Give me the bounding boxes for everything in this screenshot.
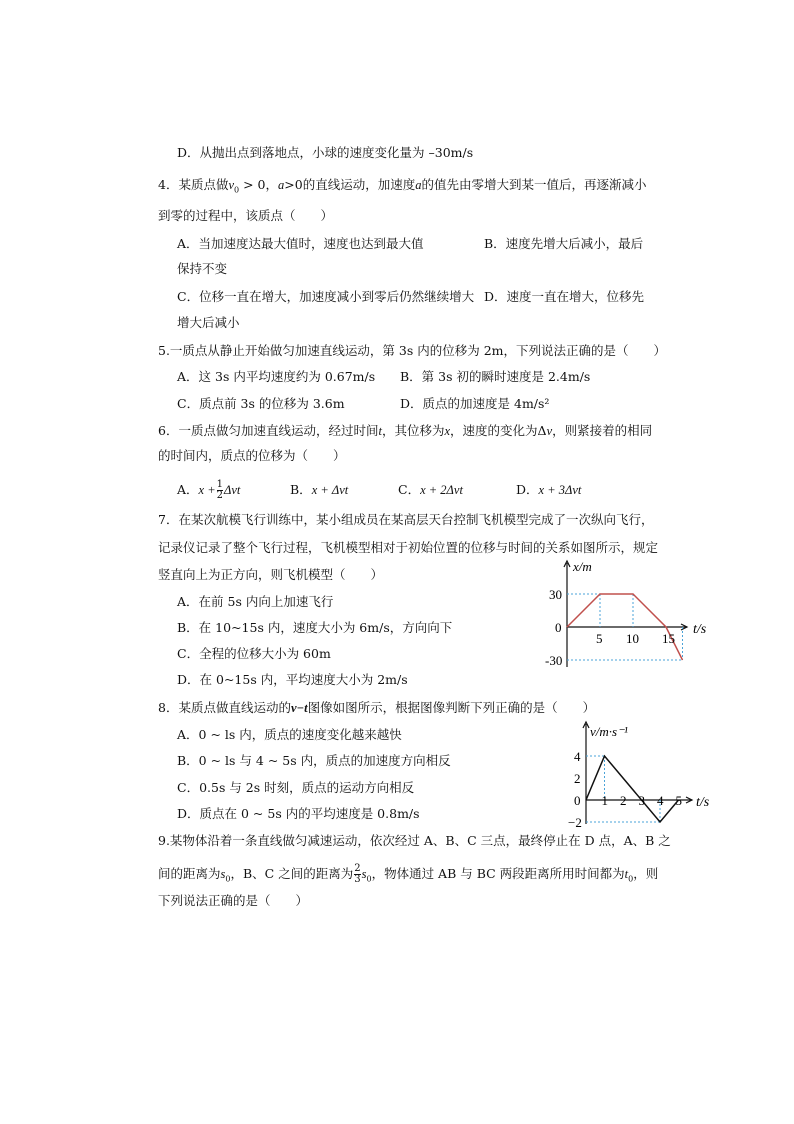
q4-option-b: B．速度先增大后减小，最后 <box>484 236 644 251</box>
x-tick-label: 3 <box>638 793 645 808</box>
q9-stem-line2 <box>158 862 658 892</box>
q8-option-a: A．0 ~ ls 内，质点的速度变化越来越快 <box>177 727 402 742</box>
q7-stem-line1: 7．在某次航模飞行训练中，某小组成员在某高层天台控制飞机模型完成了一次纵向飞行， <box>158 512 654 527</box>
q6-option-a <box>177 478 240 502</box>
q8-option-b: B．0 ~ ls 与 4 ~ 5s 内，质点的加速度方向相反 <box>177 753 451 768</box>
q6-option-c <box>398 482 463 498</box>
q9-stem-part: ，则 <box>633 866 659 881</box>
q7-option-c: C．全程的位移大小为 60m <box>177 646 331 661</box>
q4-option-b-cont: 保持不变 <box>177 261 228 276</box>
q5-option-c: C．质点前 3s 的位移为 3.6m <box>177 396 345 411</box>
q6-stem-part: ，则紧接着的相同 <box>552 423 653 438</box>
q4-comma: ， <box>265 177 278 192</box>
origin-label: 0 <box>555 620 562 635</box>
q8-option-d: D．质点在 0 ~ 5s 内的平均速度是 0.8m/s <box>177 806 420 821</box>
q6-option-b-expr: x + Δvt <box>311 483 349 497</box>
q7-option-b: B．在 10~15s 内，速度大小为 6m/s，方向向下 <box>177 620 453 635</box>
q5-option-d: D．质点的加速度是 4m/s² <box>400 396 550 411</box>
x-tick-label: 5 <box>675 793 682 808</box>
q9-fraction <box>354 864 360 885</box>
q9-stem-part: ，物体通过 AB 与 BC 两段距离所用时间都为 <box>371 866 625 881</box>
q7-option-d: D．在 0~15s 内，平均速度大小为 2m/s <box>177 672 408 687</box>
q6-stem-part: ，其位移为 <box>381 423 445 438</box>
q8-stem <box>158 700 595 716</box>
xt-chart <box>545 555 725 675</box>
q6-stem-line2: 的时间内，质点的位移为（ ） <box>158 448 346 463</box>
q6-option-a-fraction <box>217 480 223 501</box>
y-axis-label: v/m·s⁻¹ <box>590 724 628 739</box>
q9-s0-sub: 0 <box>225 874 231 884</box>
q8-stem-part: 8．某质点做直线运动的 <box>158 700 291 715</box>
q4-stem-line1 <box>158 177 646 199</box>
q5-option-b: B．第 3s 初的瞬时速度是 2.4m/s <box>400 369 591 384</box>
q6-stem-part: ，速度的变化为Δ <box>450 423 547 438</box>
q4-stem-part: 的值先由零增大到某一值后，再逐渐减小 <box>421 177 647 192</box>
q6-stem-part: 6．一质点做匀加速直线运动，经过时间 <box>158 423 379 438</box>
q6-t: t <box>378 424 382 438</box>
q6-option-a-label: A． <box>177 482 199 497</box>
q9-stem-part: 间的距离为 <box>158 866 221 881</box>
x-tick-label: 4 <box>657 793 664 808</box>
y-tick-label: −2 <box>568 815 582 828</box>
y-tick-label: 30 <box>549 587 562 602</box>
x-axis-label: t/s <box>693 622 707 637</box>
x-tick-label: 2 <box>620 793 627 808</box>
q4-stem-part: 4．某质点做 <box>158 177 229 192</box>
q9-stem-line3: 下列说法正确的是（ ） <box>158 893 309 908</box>
x-tick-label: 5 <box>596 631 603 646</box>
q6-option-d-label: D． <box>516 482 539 497</box>
q3-option-d: D．从抛出点到落地点，小球的速度变化量为 –30m/s <box>177 145 474 160</box>
fraction-numerator: 1 <box>216 479 224 490</box>
q6-option-b <box>290 482 348 498</box>
q9-stem-line1: 9.某物体沿着一条直线做匀减速运动，依次经过 A、B、C 三点，最终停止在 D 点，A、B 之 <box>158 833 671 848</box>
q4-option-d-cont: 增大后减小 <box>177 315 240 330</box>
q6-option-a-pre: x + <box>198 483 216 497</box>
q5-stem: 5.一质点从静止开始做匀加速直线运动，第 3s 内的位移为 2m，下列说法正确的是（ ） <box>158 343 667 358</box>
q9-s0-2: s <box>361 867 367 881</box>
q6-stem-line1 <box>158 423 652 439</box>
q8-vt-symbol: v−t <box>290 701 308 715</box>
q7-stem-line2: 记录仪记录了整个飞行过程，飞机模型相对于初始位置的位移与时间的关系如图所示，规定 <box>158 540 659 555</box>
x-tick-label: 15 <box>662 631 675 646</box>
q8-stem-part: 图像如图所示，根据图像判断下列正确的是（ ） <box>307 700 596 715</box>
q4-stem-part: 的直线运动，加速度 <box>302 177 416 192</box>
q4-stem-line2: 到零的过程中，该质点（ ） <box>158 208 334 223</box>
fraction-denominator: 2 <box>216 490 224 501</box>
q4-gt0b: >0 <box>284 177 303 192</box>
q6-option-d-expr: x + 3Δvt <box>538 483 582 497</box>
q6-x: x <box>444 424 451 438</box>
q4-a-symbol: a <box>278 178 285 192</box>
y-tick-label: -30 <box>545 653 563 668</box>
q6-v: v <box>546 424 553 438</box>
q8-option-c: C．0.5s 与 2s 时刻，质点的运动方向相反 <box>177 780 415 795</box>
q4-a-symbol-2: a <box>415 178 422 192</box>
q4-v0-sub: 0 <box>234 185 240 195</box>
x-tick-label: 1 <box>601 793 608 808</box>
origin-label: 0 <box>574 793 581 808</box>
q9-stem-part: ，B、C 之间的距离为 <box>230 866 354 881</box>
q7-stem-line3: 竖直向上为正方向，则飞机模型（ ） <box>158 567 384 582</box>
q5-option-a: A．这 3s 内平均速度约为 0.67m/s <box>177 369 376 384</box>
q6-option-a-post: Δvt <box>224 483 241 497</box>
q9-s0-sub-2: 0 <box>366 874 372 884</box>
fraction-numerator: 2 <box>354 863 361 874</box>
vt-chart <box>560 718 720 828</box>
y-axis-label: x/m <box>573 559 592 574</box>
x-tick-label: 10 <box>626 631 639 646</box>
y-tick-label: 2 <box>574 771 581 786</box>
q4-gt0: > 0 <box>239 177 266 192</box>
y-tick-label: 4 <box>574 749 581 764</box>
q6-option-b-label: B． <box>290 482 312 497</box>
x-axis-label: t/s <box>696 795 710 810</box>
q4-option-d: D．速度一直在增大，位移先 <box>484 289 645 304</box>
q4-option-c: C．位移一直在增大，加速度减小到零后仍然继续增大 <box>177 289 475 304</box>
q6-option-c-expr: x + 2Δvt <box>420 483 463 497</box>
q4-option-a: A．当加速度达最大值时，速度也达到最大值 <box>177 236 424 251</box>
vt-series-line <box>586 756 679 822</box>
q6-option-c-label: C． <box>398 482 421 497</box>
fraction-denominator: 3 <box>354 874 361 885</box>
q9-s0: s <box>220 867 226 881</box>
q6-option-d <box>516 482 581 498</box>
q7-option-a: A．在前 5s 内向上加速飞行 <box>177 594 334 609</box>
q4-v0: v <box>228 178 235 192</box>
q9-t0: t <box>624 867 629 881</box>
q9-t0-sub: 0 <box>628 874 634 884</box>
